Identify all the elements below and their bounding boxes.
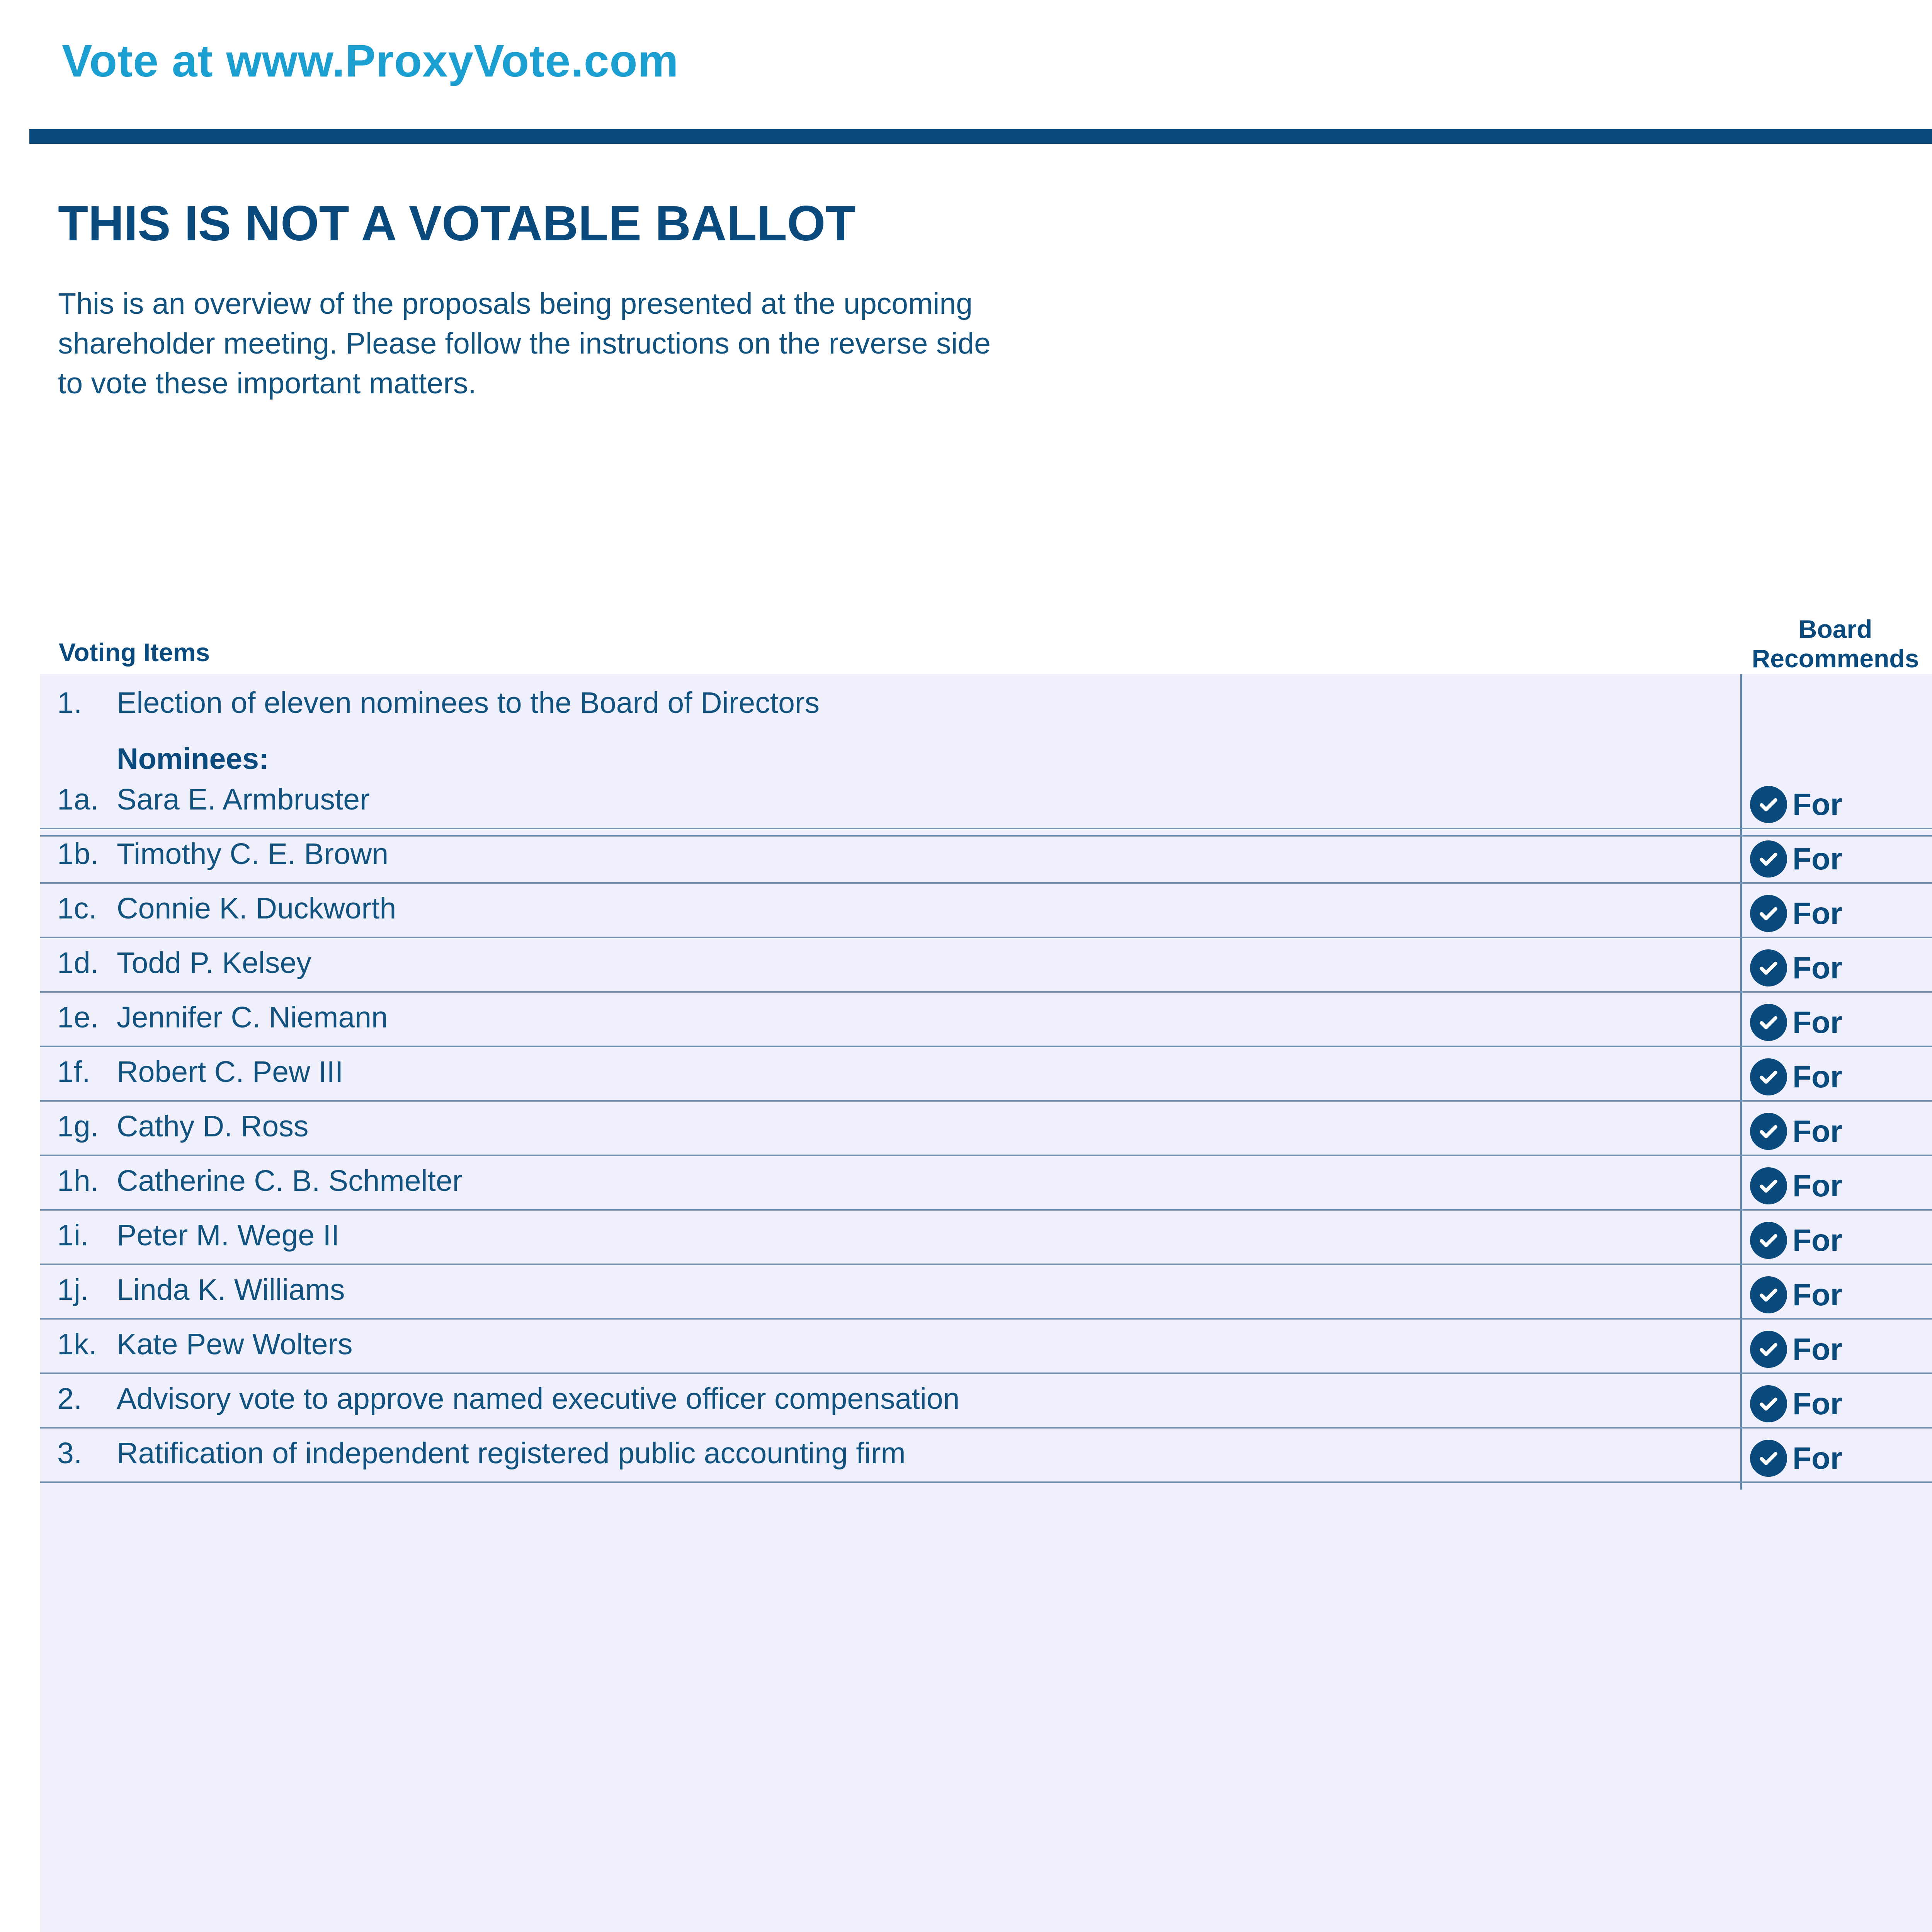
voting-item-text: Robert C. Pew III [117, 1055, 344, 1088]
voting-item-number: 1e. [57, 1001, 99, 1034]
checkmark-icon [1750, 840, 1787, 878]
recommendation-label: For [1793, 951, 1842, 985]
voting-item-number: 1j. [57, 1273, 89, 1306]
board-recommendation [1750, 1219, 1842, 1262]
intro-paragraph: This is an overview of the proposals being presented at the upcoming shareholder meeting. Please follow the instructions on the reverse side to vote these important matters. [58, 287, 991, 400]
voting-item-text: Ratification of independent registered public accounting firm [117, 1437, 906, 1470]
board-recommendation [1750, 1437, 1842, 1480]
recommendation-label: For [1793, 1060, 1842, 1094]
checkmark-icon [1750, 786, 1787, 823]
nominees-label: Nominees: [117, 742, 269, 776]
checkmark-icon [1750, 949, 1787, 986]
voting-item-text: Kate Pew Wolters [117, 1328, 353, 1361]
board-recommendation [1750, 1328, 1842, 1371]
proxyvote-title: Vote at www.ProxyVote.com [62, 36, 679, 87]
voting-item-text: Catherine C. B. Schmelter [117, 1164, 463, 1197]
checkmark-icon [1750, 1276, 1787, 1313]
recommendation-label: For [1793, 1441, 1842, 1475]
board-recommendation [1750, 1056, 1842, 1098]
header-divider [29, 129, 1932, 144]
checkmark-icon [1750, 1440, 1787, 1477]
voting-item-text: Connie K. Duckworth [117, 892, 396, 925]
board-recommendation [1750, 1383, 1842, 1425]
voting-item-text: Todd P. Kelsey [117, 946, 311, 980]
recommendation-label: For [1793, 842, 1842, 876]
board-recommendation [1750, 1001, 1842, 1044]
recommendation-label: For [1793, 1168, 1842, 1203]
recommendation-label: For [1793, 1223, 1842, 1257]
board-recommendation [1750, 1165, 1842, 1207]
voting-item-number: 3. [57, 1437, 82, 1470]
item-1-number: 1. [57, 686, 82, 719]
voting-item-number: 1k. [57, 1328, 97, 1361]
checkmark-icon [1750, 1385, 1787, 1422]
voting-item-row [40, 1320, 1932, 1374]
recommendation-label: For [1793, 1386, 1842, 1421]
voting-item-number: 1i. [57, 1219, 89, 1252]
board-recommendation [1750, 1110, 1842, 1153]
voting-item-text: Peter M. Wege II [117, 1219, 340, 1252]
voting-item-row [40, 884, 1932, 938]
board-recommendation [1750, 947, 1842, 989]
voting-item-number: 2. [57, 1382, 82, 1415]
voting-item-number: 1f. [57, 1055, 90, 1088]
checkmark-icon [1750, 1331, 1787, 1368]
voting-items-panel [40, 674, 1932, 1932]
voting-item-number: 1b. [57, 837, 99, 871]
recommendation-label: For [1793, 1332, 1842, 1366]
voting-item-row [40, 1265, 1932, 1320]
voting-item-row [40, 1102, 1932, 1156]
board-recommends-header: Board Recommends [1752, 615, 1919, 673]
voting-item-row [40, 829, 1932, 884]
recommendation-label: For [1793, 1277, 1842, 1312]
voting-item-number: 1d. [57, 946, 99, 980]
voting-item-row [40, 993, 1932, 1047]
voting-item-number: 1h. [57, 1164, 99, 1197]
voting-item-row [40, 938, 1932, 993]
recommendation-label: For [1793, 787, 1842, 821]
voting-item-text: Advisory vote to approve named executive officer compensation [117, 1382, 960, 1415]
voting-item-row [40, 1374, 1932, 1429]
voting-item-text: Timothy C. E. Brown [117, 837, 389, 871]
voting-item-number: 1g. [57, 1110, 99, 1143]
voting-item-text: Cathy D. Ross [117, 1110, 309, 1143]
checkmark-icon [1750, 895, 1787, 932]
voting-item-number: 1a. [57, 783, 99, 816]
voting-item-text: Linda K. Williams [117, 1273, 345, 1306]
voting-item-number: 1c. [57, 892, 97, 925]
recommendation-label: For [1793, 1005, 1842, 1039]
voting-item-row [40, 775, 1932, 829]
checkmark-icon [1750, 1058, 1787, 1095]
voting-item-text: Jennifer C. Niemann [117, 1001, 388, 1034]
checkmark-icon [1750, 1113, 1787, 1150]
voting-item-row [40, 1429, 1932, 1483]
voting-item-row [40, 1156, 1932, 1211]
checkmark-icon [1750, 1167, 1787, 1204]
recommendation-label: For [1793, 896, 1842, 930]
voting-item-row [40, 1047, 1932, 1102]
voting-item-row [40, 1211, 1932, 1265]
not-votable-heading: THIS IS NOT A VOTABLE BALLOT [58, 196, 856, 251]
board-recommendation [1750, 838, 1842, 880]
checkmark-icon [1750, 1222, 1787, 1259]
voting-item-text: Sara E. Armbruster [117, 783, 370, 816]
checkmark-icon [1750, 1004, 1787, 1041]
board-recommendation [1750, 1274, 1842, 1316]
recommendation-label: For [1793, 1114, 1842, 1148]
item-1-text: Election of eleven nominees to the Board of Directors [117, 686, 820, 719]
board-recommendation [1750, 892, 1842, 935]
voting-items-header: Voting Items [59, 638, 210, 667]
board-recommendation [1750, 783, 1842, 826]
